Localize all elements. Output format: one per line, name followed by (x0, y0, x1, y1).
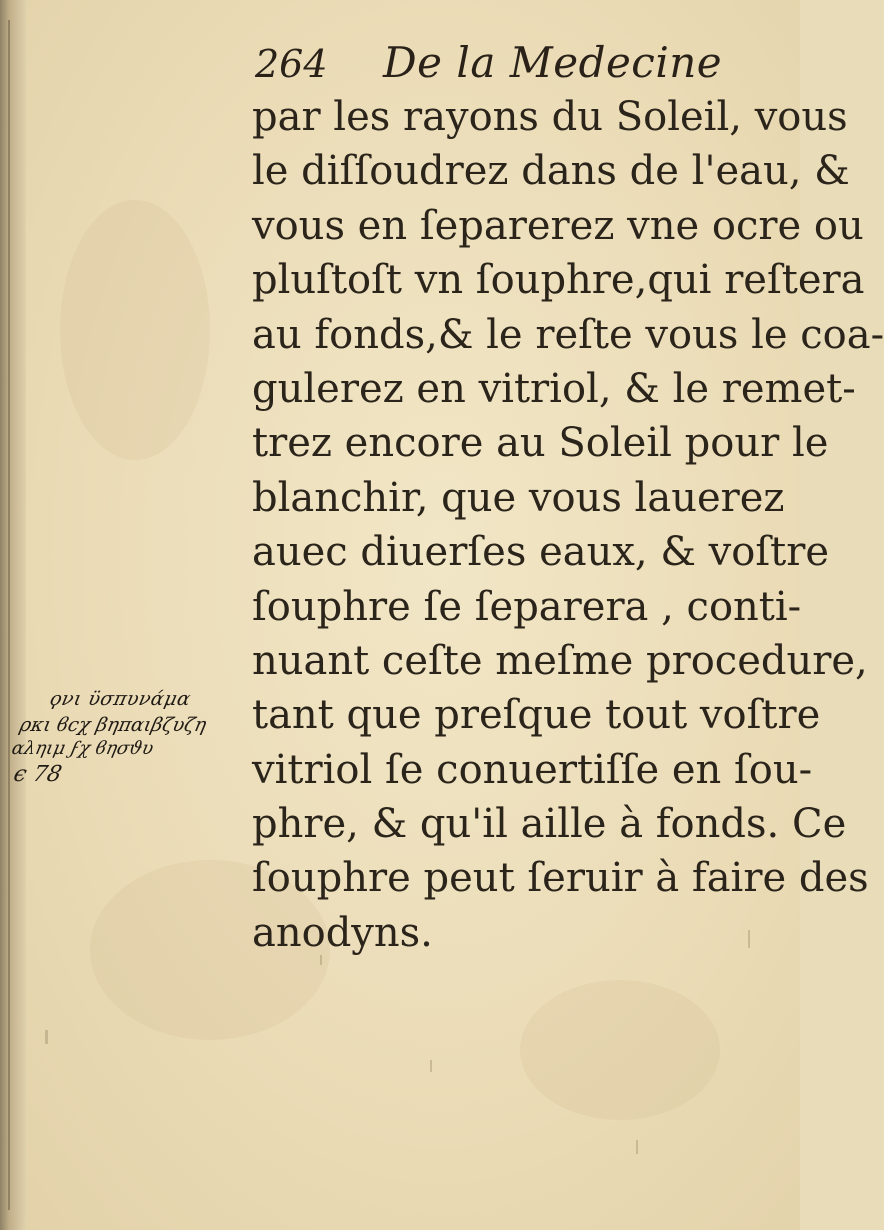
text-line: gulerez en vitriol, & le remet- (252, 365, 856, 412)
text-line: par les rayons du Soleil, vous (252, 94, 848, 140)
page-header (255, 38, 755, 98)
text-line: trez encore au Soleil pour le (252, 420, 829, 467)
paper-stain (60, 200, 210, 460)
text-line: tant que preſque tout voſtre (252, 692, 821, 739)
page-number: 264 (255, 42, 328, 86)
text-line: le diſſoudrez dans de l'eau, & (252, 148, 850, 195)
binding-edge-line (8, 20, 10, 1210)
running-title: De la Medecine (383, 38, 723, 87)
handwritten-margin-note (10, 688, 265, 798)
margin-note-line: αληιμ ϝχ ϐησϑυ (9, 738, 156, 759)
paper-stain (520, 980, 720, 1120)
text-line: ſouphre peut ſeruir à faire des (252, 855, 869, 902)
text-line: blanchir, que vous lauerez (252, 474, 785, 521)
text-line: vitriol ſe conuertiſſe en ſou- (252, 746, 813, 793)
text-line: anodyns. (252, 909, 433, 956)
binding-gutter (0, 0, 26, 1230)
paper-speck (45, 1030, 48, 1044)
text-line: auec diuerſes eaux, & voſtre (252, 529, 830, 576)
text-line: nuant ceſte meſme procedure, (252, 637, 868, 684)
margin-note-line: ϵ 78 (11, 762, 64, 787)
margin-note-line: ρκι ϐϲχ βηπαιβζυζη (17, 714, 209, 736)
text-line: pluſtoſt vn ſouphre,qui reſtera (252, 257, 865, 304)
paper-speck (430, 1060, 432, 1072)
text-line: phre, & qu'il aille à fonds. Ce (252, 801, 847, 848)
body-text (252, 90, 884, 960)
paper-speck (636, 1140, 638, 1154)
margin-note-line: ϙνι ϋσπυνάμα (47, 688, 193, 710)
text-line: ſouphre ſe ſeparera , conti- (252, 583, 802, 630)
text-line: vous en ſeparerez vne ocre ou (252, 202, 864, 249)
text-line: au fonds,& le reſte vous le coa- (252, 311, 884, 358)
